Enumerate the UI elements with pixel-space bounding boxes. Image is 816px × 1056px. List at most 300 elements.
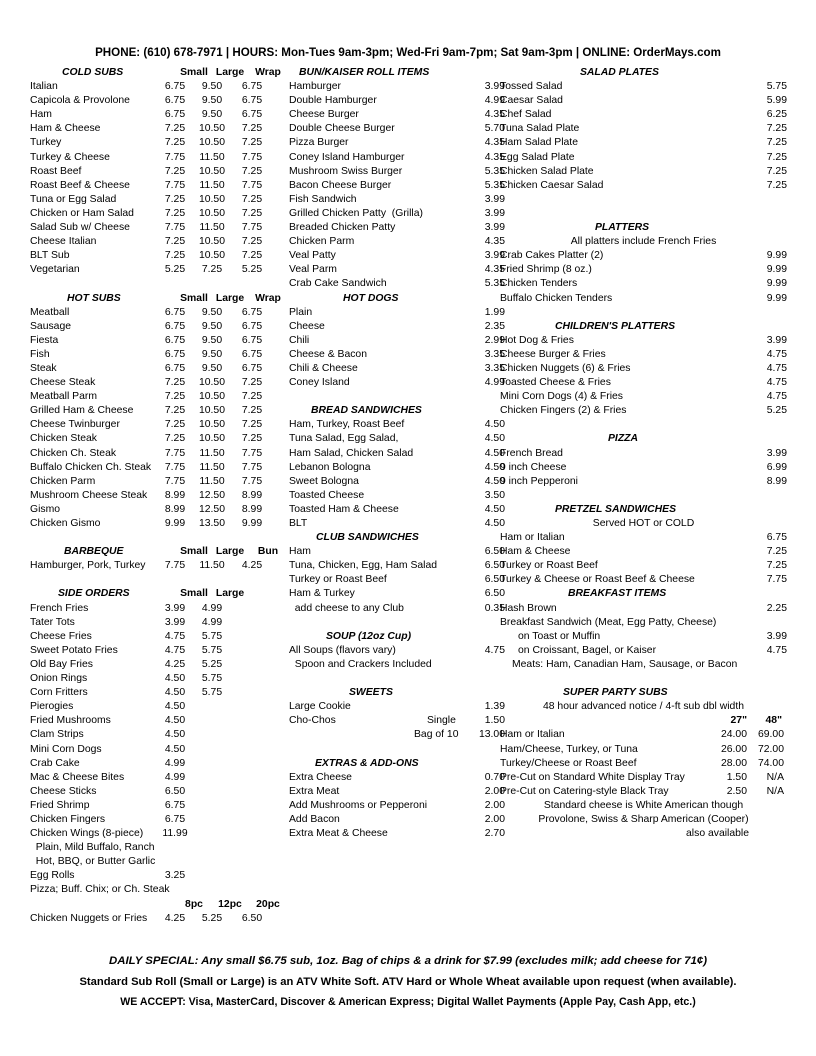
section-title-club_sandwiches	[289, 531, 497, 545]
item-price: 6.75	[241, 334, 263, 346]
item-price: 11.50	[199, 475, 225, 487]
menu-item-row	[289, 179, 505, 193]
item-name: Turkey	[30, 137, 62, 149]
item-name: Hot, BBQ, or Butter Garlic	[30, 856, 156, 868]
item-price: 8.99	[164, 489, 186, 501]
item-name: Extra Meat	[289, 785, 340, 797]
item-name: Meats: Ham, Canadian Ham, Sausage, or Bacon	[512, 658, 738, 670]
item-name: 9 inch Cheese	[500, 461, 567, 473]
section-title-text: SUPER PARTY SUBS	[563, 687, 668, 699]
item-price: 2.00	[484, 785, 505, 797]
item-price: 4.99	[201, 602, 223, 614]
item-price: 2.25	[766, 602, 787, 614]
item-name: Chicken Nuggets or Fries	[30, 912, 148, 924]
item-price: 4.50	[484, 447, 505, 459]
item-price: 11.50	[199, 179, 225, 191]
item-price: 5.75	[201, 687, 223, 699]
party-subs-note: 48 hour advanced notice / 4-ft sub dbl width	[542, 701, 744, 713]
menu-item-row	[289, 432, 505, 446]
item-price: 3.99	[766, 630, 787, 642]
section-title-text: BUN/KAISER ROLL ITEMS	[299, 67, 430, 78]
menu-item-row	[500, 108, 787, 122]
item-price: 7.25	[164, 137, 186, 149]
menu-item-row	[289, 151, 505, 165]
menu-item-row	[500, 630, 787, 644]
item-price: 10.50	[198, 193, 225, 205]
item-price: 5.25	[766, 405, 787, 417]
item-price: 7.75	[164, 475, 186, 487]
item-price: 7.75	[766, 574, 787, 586]
item-price: 7.25	[241, 391, 263, 403]
item-name: Onion Rings	[30, 673, 88, 685]
item-name: Pre-Cut on Standard White Display Tray	[500, 771, 685, 783]
item-name: Ham/Cheese, Turkey, or Tuna	[500, 743, 638, 755]
item-price: 4.99	[484, 377, 505, 389]
item-price: 6.50	[484, 546, 505, 558]
item-name: Grilled Ham & Cheese	[30, 405, 134, 417]
item-price: 4.35	[484, 264, 505, 276]
item-name: Chicken Salad Plate	[500, 165, 594, 177]
section-title-text: COLD SUBS	[62, 67, 124, 78]
menu-item-row	[289, 235, 505, 249]
item-price: 10.50	[198, 419, 225, 431]
item-price: 6.75	[241, 306, 263, 318]
menu-item-row	[500, 728, 787, 742]
menu-item-row	[30, 151, 280, 165]
item-name: Spoon and Crackers Included	[289, 658, 432, 670]
item-price: 10.50	[198, 137, 225, 149]
menu-item-row	[500, 348, 787, 362]
menu-item-row	[30, 841, 280, 855]
item-price: 3.99	[484, 81, 505, 93]
item-price: 9.50	[201, 306, 223, 318]
menu-item-row	[289, 418, 505, 432]
item-name: 9 inch Pepperoni	[500, 475, 578, 487]
menu-item-row	[30, 94, 280, 108]
menu-item-row	[30, 771, 280, 785]
item-price: 5.35	[484, 278, 505, 290]
item-price: 7.75	[164, 179, 186, 191]
item-variant: Bag of 10	[414, 729, 459, 741]
item-price: 5.35	[484, 179, 505, 191]
item-name: Ham Salad, Chicken Salad	[289, 447, 414, 459]
left-column	[30, 66, 280, 926]
item-name: Buffalo Chicken Ch. Steak	[30, 461, 152, 473]
item-price: 3.99	[484, 193, 505, 205]
menu-item-row	[30, 418, 280, 432]
menu-item-row	[30, 785, 280, 799]
item-name: Chef Salad	[500, 109, 552, 121]
item-price: 6.75	[164, 813, 186, 825]
item-name: BLT Sub	[30, 250, 70, 262]
header-contact-line: PHONE: (610) 678-7971 | HOURS: Mon-Tues 9am-3pm; Wed-Fri 9am-7pm; Sat 9am-3pm | ONLINE: OrderMays.com	[95, 46, 721, 59]
item-price: 4.50	[164, 673, 186, 685]
menu-item-row	[500, 179, 787, 193]
menu-item-row	[289, 207, 505, 221]
item-price: 6.75	[164, 109, 186, 121]
cheese-note: Standard cheese is White American though	[543, 799, 744, 811]
item-name: Tuna Salad, Egg Salad,	[289, 433, 399, 445]
spacer	[500, 672, 787, 686]
item-price: 4.75	[766, 348, 787, 360]
item-price: 6.50	[484, 588, 505, 600]
menu-item-row	[30, 813, 280, 827]
menu-item-row	[289, 785, 505, 799]
cheese-note: also available	[686, 828, 749, 840]
menu-item-row	[30, 362, 280, 376]
item-price: 3.99	[164, 616, 186, 628]
pretzel-note: Served HOT or COLD	[592, 518, 695, 529]
item-name: BLT	[289, 518, 308, 529]
section-title-sweets	[289, 686, 497, 700]
item-name: French Bread	[500, 447, 563, 459]
item-price: 7.75	[164, 560, 186, 572]
item-price: 5.75	[201, 630, 223, 642]
item-price: 5.35	[484, 165, 505, 177]
menu-item-row	[30, 404, 280, 418]
item-name: Grilled Chicken Patty (Grilla)	[289, 207, 423, 219]
item-name: Toasted Cheese & Fries	[500, 377, 611, 389]
item-price: 7.25	[164, 236, 186, 248]
section-title-hot_dogs	[289, 292, 497, 306]
menu-item-row	[30, 869, 280, 883]
item-price: 6.75	[241, 95, 263, 107]
item-name: Plain, Mild Buffalo, Ranch	[30, 842, 155, 854]
menu-item-row	[30, 644, 280, 658]
menu-item-row	[30, 714, 280, 728]
item-price: 7.25	[766, 137, 787, 149]
menu-item-row	[30, 193, 280, 207]
item-name: Chicken Tenders	[500, 278, 578, 290]
item-name: Ham Salad Plate	[500, 137, 578, 149]
menu-item-row	[30, 320, 280, 334]
item-price: 1.50	[484, 715, 505, 727]
menu-item-row	[289, 728, 505, 742]
item-price: 6.50	[484, 560, 505, 572]
item-price: 8.99	[241, 489, 263, 501]
item-price: 7.25	[241, 137, 263, 149]
menu-item-row	[289, 334, 505, 348]
menu-item-row	[289, 644, 505, 658]
item-price: 9.99	[766, 292, 787, 304]
item-price: 6.99	[766, 461, 787, 473]
menu-item-row	[30, 447, 280, 461]
menu-item-row	[500, 785, 787, 799]
item-price: 4.50	[484, 433, 505, 445]
menu-item-row	[30, 207, 280, 221]
menu-item-row	[289, 545, 505, 559]
item-price: 8.99	[164, 503, 186, 515]
column-header: 12pc	[218, 898, 242, 910]
menu-item-row	[289, 94, 505, 108]
item-name: Cheese Steak	[30, 377, 96, 389]
menu-item-row	[30, 700, 280, 714]
item-price: 12.50	[198, 489, 225, 501]
item-name: Fish	[30, 348, 50, 360]
item-name: Vegetarian	[30, 264, 80, 276]
item-price: 6.50	[241, 912, 263, 924]
item-price: 7.75	[241, 222, 263, 234]
menu-item-row	[500, 531, 787, 545]
item-price: 9.99	[766, 250, 787, 262]
item-price: 7.75	[241, 461, 263, 473]
item-name: Chicken Caesar Salad	[500, 179, 604, 191]
item-name: Hot Dog & Fries	[500, 334, 574, 346]
section-title-text: BREAD SANDWICHES	[311, 405, 422, 417]
item-price: 7.75	[241, 179, 263, 191]
item-name: Roast Beef & Cheese	[30, 179, 130, 191]
menu-item-row	[500, 334, 787, 348]
item-price: 4.75	[766, 644, 787, 656]
item-price: 7.25	[164, 433, 186, 445]
item-name: Extra Cheese	[289, 771, 352, 783]
item-price: 4.25	[241, 560, 263, 572]
column-header: Small	[180, 67, 208, 78]
item-price: 0.35	[484, 602, 505, 614]
menu-item-row	[30, 616, 280, 630]
menu-item-row	[30, 221, 280, 235]
item-price: 6.75	[766, 532, 787, 544]
item-price: 4.75	[164, 630, 186, 642]
menu-item-row	[289, 658, 497, 672]
item-price: 6.75	[164, 320, 186, 332]
item-price: 5.75	[766, 81, 787, 93]
item-name: Steak	[30, 362, 57, 374]
menu-item-row	[30, 334, 280, 348]
menu-item-row	[500, 616, 787, 630]
item-name: Add Mushrooms or Pepperoni	[289, 799, 428, 811]
item-price: 5.25	[164, 264, 186, 276]
item-price: 4.50	[484, 419, 505, 431]
item-name: add cheese to any Club	[289, 602, 404, 614]
menu-item-row	[500, 376, 787, 390]
item-price: 7.25	[164, 123, 186, 135]
menu-item-row	[289, 714, 505, 728]
item-price: 6.75	[241, 320, 263, 332]
item-name: Cheese Twinburger	[30, 419, 120, 431]
item-name: Ham or Italian	[500, 729, 565, 741]
item-price: 24.00	[720, 729, 747, 741]
daily-special: DAILY SPECIAL: Any small $6.75 sub, 1oz. Bag of chips & a drink for $7.99 (excludes milk; add cheese for 71¢)	[109, 955, 707, 967]
menu-item-row	[30, 306, 280, 320]
item-price: 7.75	[241, 151, 263, 163]
item-price: 10.50	[198, 165, 225, 177]
item-name: Cheese	[289, 320, 325, 332]
menu-item-row	[500, 249, 787, 263]
item-price: 74.00	[757, 757, 784, 769]
nuggets-header-row	[30, 898, 280, 912]
item-price: 3.99	[766, 334, 787, 346]
spacer	[289, 672, 497, 686]
menu-item-row	[30, 503, 280, 517]
menu-item-row	[30, 686, 280, 700]
item-price: 4.99	[164, 771, 186, 783]
menu-item-row	[30, 883, 280, 897]
menu-item-row	[289, 461, 505, 475]
item-name: Turkey & Cheese or Roast Beef & Cheese	[500, 574, 695, 586]
item-name: Chicken Ch. Steak	[30, 447, 117, 459]
item-price: N/A	[766, 771, 784, 783]
item-name: All Soups (flavors vary)	[289, 644, 396, 656]
item-name: Salad Sub w/ Cheese	[30, 222, 130, 234]
item-name: Hamburger	[289, 81, 341, 93]
item-name: Cheese & Bacon	[289, 348, 367, 360]
menu-item-row	[289, 165, 505, 179]
item-price: 2.50	[726, 785, 747, 797]
item-name: Pizza; Buff. Chix; or Ch. Steak	[30, 884, 170, 896]
menu-item-row	[30, 249, 280, 263]
menu-item-row	[30, 743, 280, 757]
item-name: French Fries	[30, 602, 89, 614]
spacer	[500, 489, 787, 503]
section-title-text: SOUP (12oz Cup)	[326, 630, 412, 642]
menu-item-row	[289, 263, 505, 277]
item-name: Chicken Parm	[289, 236, 355, 248]
item-price: 7.25	[241, 250, 263, 262]
menu-item-row	[289, 813, 505, 827]
menu-item-row	[30, 263, 280, 277]
item-name: Ham & Cheese	[500, 546, 571, 558]
item-price: 7.25	[201, 264, 223, 276]
item-price: 7.25	[164, 165, 186, 177]
item-name: Toasted Ham & Cheese	[289, 503, 399, 515]
menu-item-row	[289, 320, 505, 334]
item-price: 3.99	[766, 447, 787, 459]
item-price: 11.50	[199, 447, 225, 459]
item-name: Cheese Italian	[30, 236, 97, 248]
item-name: Pierogies	[30, 701, 74, 713]
item-price: 10.50	[198, 391, 225, 403]
item-price: 7.25	[241, 207, 263, 219]
menu-item-row	[30, 658, 280, 672]
item-price: 9.99	[241, 518, 263, 529]
item-name: Turkey/Cheese or Roast Beef	[500, 757, 637, 769]
menu-item-row	[500, 277, 787, 291]
item-price: 3.99	[484, 207, 505, 219]
section-title-pizza	[500, 432, 787, 446]
item-price: 9.50	[201, 320, 223, 332]
item-price: 1.99	[484, 306, 505, 318]
item-name: Turkey & Cheese	[30, 151, 110, 163]
menu-item-row	[500, 390, 787, 404]
item-name: Chicken Gismo	[30, 518, 101, 529]
item-price: 4.75	[766, 362, 787, 374]
item-price: 4.99	[201, 616, 223, 628]
section-title-text: PIZZA	[608, 433, 639, 445]
item-price: 7.25	[164, 250, 186, 262]
item-price: 7.25	[164, 193, 186, 205]
item-name: Ham or Italian	[500, 532, 565, 544]
menu-item-row	[30, 235, 280, 249]
item-name: Pre-Cut on Catering-style Black Tray	[500, 785, 669, 797]
item-name: Mac & Cheese Bites	[30, 771, 125, 783]
item-name: Crab Cake Sandwich	[289, 278, 387, 290]
item-name: Chicken Fingers	[30, 813, 106, 825]
column-header: Large	[215, 588, 245, 600]
menu-item-row	[289, 122, 505, 136]
section-title-breakfast	[500, 587, 787, 601]
menu-item-row	[500, 165, 787, 179]
section-title-hot_subs	[30, 292, 280, 306]
item-name: Double Hamburger	[289, 95, 377, 107]
menu-item-row	[289, 700, 505, 714]
item-price: 11.99	[162, 828, 188, 840]
menu-item-row	[289, 587, 505, 601]
item-price: 11.50	[199, 222, 225, 234]
item-variant: Single	[427, 715, 456, 727]
item-name: Mushroom Cheese Steak	[30, 489, 148, 501]
item-name: Cho-Chos	[289, 715, 336, 727]
item-price: 10.50	[198, 236, 225, 248]
section-title-text: EXTRAS & ADD-ONS	[315, 757, 419, 769]
item-price: 4.99	[484, 95, 505, 107]
item-name: Buffalo Chicken Tenders	[500, 292, 613, 304]
menu-item-row	[30, 827, 280, 841]
menu-item-row	[30, 122, 280, 136]
item-name: Chicken Nuggets (6) & Fries	[500, 362, 631, 374]
item-price: 1.39	[484, 701, 505, 713]
menu-item-row	[289, 771, 505, 785]
item-name: Sausage	[30, 320, 72, 332]
item-price: 7.25	[164, 207, 186, 219]
menu-item-row	[30, 165, 280, 179]
menu-item-row	[289, 362, 505, 376]
menu-item-row	[500, 151, 787, 165]
section-title-text: SWEETS	[349, 687, 393, 699]
item-name: Old Bay Fries	[30, 658, 93, 670]
item-name: Corn Fritters	[30, 687, 88, 699]
item-price: 4.35	[484, 151, 505, 163]
item-price: 9.50	[201, 334, 223, 346]
menu-item-row	[30, 461, 280, 475]
item-name: Tater Tots	[30, 616, 75, 628]
right-column	[500, 66, 787, 841]
item-name: Cheese Burger & Fries	[500, 348, 606, 360]
item-name: on Croissant, Bagel, or Kaiser	[518, 644, 657, 656]
menu-item-row	[500, 559, 787, 573]
item-name: Clam Strips	[30, 729, 84, 741]
item-price: 9.50	[201, 362, 223, 374]
item-name: Tuna, Chicken, Egg, Ham Salad	[289, 560, 438, 572]
menu-item-row	[500, 461, 787, 475]
item-name: Fish Sandwich	[289, 193, 357, 205]
menu-item-row	[30, 136, 280, 150]
item-price: 3.99	[484, 250, 505, 262]
menu-item-row	[289, 376, 505, 390]
menu-item-row	[500, 771, 787, 785]
payment-note: WE ACCEPT: Visa, MasterCard, Discover & American Express; Digital Wallet Payments (Apple Pay, Cash App, etc.)	[120, 996, 696, 1008]
item-price: 4.50	[164, 701, 186, 713]
item-price: 6.50	[164, 785, 186, 797]
item-name: Ham	[30, 109, 52, 121]
item-price: 7.75	[164, 461, 186, 473]
section-title-text: SIDE ORDERS	[58, 588, 130, 600]
menu-item-row	[30, 630, 280, 644]
item-price: 7.75	[164, 447, 186, 459]
item-name: Mini Corn Dogs (4) & Fries	[500, 391, 623, 403]
menu-item-row	[289, 193, 505, 207]
item-name: Veal Patty	[289, 250, 336, 262]
item-name: Extra Meat & Cheese	[289, 828, 388, 840]
item-name: Capicola & Provolone	[30, 95, 130, 107]
item-price: 4.99	[164, 757, 186, 769]
item-price: 6.75	[164, 362, 186, 374]
menu-item-row	[289, 221, 505, 235]
section-title-cold_subs	[30, 66, 280, 80]
menu-item-row	[289, 249, 505, 263]
item-price: 10.50	[198, 123, 225, 135]
item-price: 4.50	[164, 729, 186, 741]
